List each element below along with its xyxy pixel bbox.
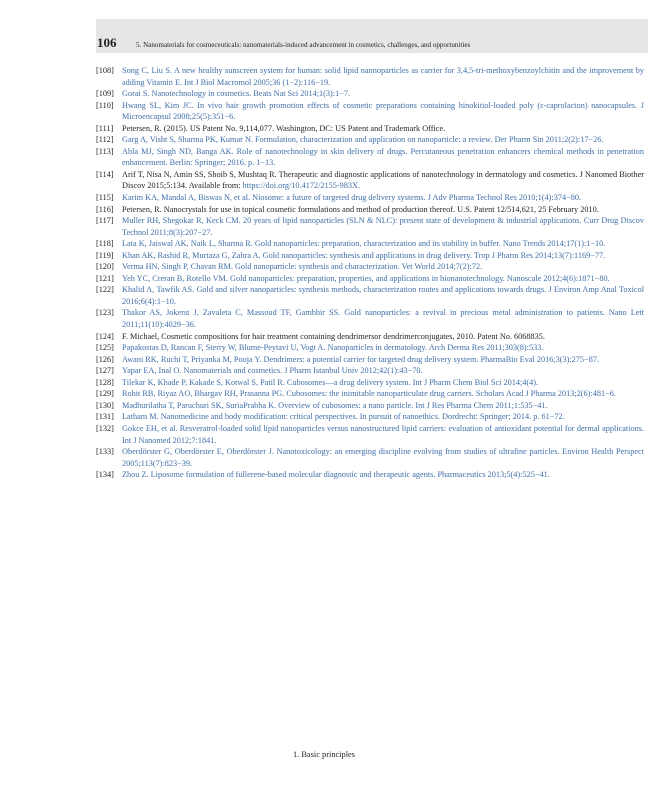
reference-number: [130] bbox=[96, 400, 114, 410]
reference-text[interactable] bbox=[122, 250, 644, 262]
reference-text[interactable] bbox=[122, 273, 644, 285]
reference-citation: Petersen, R. Nanocrystals for use in topical cosmetic formulations and method of production thereof. U.S. Patent 12/514,621, 25 February 2010. bbox=[122, 204, 599, 214]
reference-item bbox=[96, 204, 644, 216]
reference-text[interactable] bbox=[122, 354, 644, 366]
reference-citation: Rohit RB, Riyaz AO, Bhargav RH, Prasanna PG. Cubosomes: the inimitable nanoparticulate drug carriers. Scholars Acad J Pharma 2013;2(6):481−6. bbox=[122, 389, 616, 399]
reference-number: [133] bbox=[96, 447, 114, 457]
reference-number: [109] bbox=[96, 89, 114, 99]
reference-citation: Yapar EA, Inal O. Nanomaterials and cosmetics. J Pharm Istanbul Univ 2012;42(1):43−70. bbox=[122, 366, 423, 376]
reference-text[interactable] bbox=[122, 446, 644, 469]
reference-citation: F. Michael, Cosmetic compositions for hair treatment containing dendrimersor dendrimerconjugates, 2010. Patent No. 6068835. bbox=[122, 331, 545, 341]
reference-number: [127] bbox=[96, 366, 114, 376]
reference-text bbox=[122, 169, 644, 192]
reference-item bbox=[96, 146, 644, 169]
reference-number: [116] bbox=[96, 204, 114, 214]
reference-text bbox=[122, 204, 644, 216]
reference-number: [119] bbox=[96, 250, 114, 260]
reference-number: [128] bbox=[96, 377, 114, 387]
reference-citation: Karim KA, Mandal A, Biswas N, et al. Niosome: a future of targeted drug delivery systems. J Adv Pharma Technol Res 2010;1(4):374−80. bbox=[122, 193, 582, 203]
reference-number: [131] bbox=[96, 412, 114, 422]
reference-item bbox=[96, 284, 644, 307]
reference-item bbox=[96, 423, 644, 446]
reference-number: [112] bbox=[96, 135, 114, 145]
reference-item bbox=[96, 134, 644, 146]
reference-citation: Thakor AS, Jokerst J, Zavaleta C, Massoud TF, Gambhir SS. Gold nanoparticles: a revival in precious metal administration to patients. Nano Lett 2011;11(10):4029−36. bbox=[122, 308, 644, 330]
reference-item bbox=[96, 331, 644, 343]
reference-text[interactable] bbox=[122, 388, 644, 400]
reference-citation: Hwang SL, Kim JC. In vivo hair growth promotion effects of cosmetic preparations containing hinokitiol-loaded poly (ε-caprolacton) nanocapsules. J Microencapsul 2008;25(5):351−6. bbox=[122, 100, 644, 122]
reference-number: [132] bbox=[96, 423, 114, 433]
reference-text bbox=[122, 123, 644, 135]
reference-text[interactable] bbox=[122, 88, 644, 100]
reference-citation: Madhurilatha T, Paruchuri SK, SuriaPrabha K. Overview of cubosomes: a nano particle. Int J Res Pharma Chem 2011;1:535−41. bbox=[122, 400, 548, 410]
reference-item bbox=[96, 307, 644, 330]
reference-citation: Gokce EH, et al. Resveratrol-loaded solid lipid nanoparticles versus nanostructured lipid carriers: evaluation of antioxidant potential for dermal applications. Int J Nanomed 2012;7:1841. bbox=[122, 423, 644, 445]
reference-number: [111] bbox=[96, 123, 114, 133]
reference-number: [115] bbox=[96, 193, 114, 203]
reference-citation: Oberdörster G, Oberdörster E, Oberdörster J. Nanotoxicology: an emerging discipline evolving from studies of ultrafine particles. Environ Health Perspect 2005;113(7):823−39. bbox=[122, 447, 644, 468]
page-number: 106 bbox=[97, 35, 117, 50]
reference-number: [110] bbox=[96, 100, 114, 110]
reference-number: [121] bbox=[96, 273, 114, 283]
reference-citation: Latham M. Nanomedicine and body modification: critical perspectives. In pursuit of nanoethics. Dordrecht: Springer; 2014. p. 61−72. bbox=[122, 412, 565, 422]
reference-number: [108] bbox=[96, 66, 114, 75]
reference-citation: Verma HN, Singh P, Chavan RM. Gold nanoparticle: synthesis and characterization. Vet World 2014;7(2):72. bbox=[122, 262, 483, 272]
reference-item bbox=[96, 469, 644, 481]
reference-item bbox=[96, 400, 644, 412]
reference-text[interactable] bbox=[122, 307, 644, 330]
reference-citation: Lata K, Jaiswal AK, Naik L, Sharma R. Gold nanoparticles: preparation, characterization and its stability in buffer. Nano Trends 2014;17(1):1−10. bbox=[122, 239, 606, 249]
reference-item bbox=[96, 388, 644, 400]
reference-number: [134] bbox=[96, 470, 114, 480]
footer-section-label: 1. Basic principles bbox=[292, 750, 356, 759]
reference-item bbox=[96, 238, 644, 250]
reference-text[interactable] bbox=[122, 423, 644, 446]
reference-item bbox=[96, 354, 644, 366]
reference-number: [123] bbox=[96, 308, 114, 318]
reference-text[interactable] bbox=[122, 134, 644, 146]
reference-text[interactable] bbox=[122, 284, 644, 307]
reference-citation: Tilekar K, Khade P, Kakade S, Kotwal S, Patil R. Cubosomes—a drug delivery system. Int J Pharm Chem Biol Sci 2014;4(4). bbox=[122, 377, 539, 387]
reference-item bbox=[96, 377, 644, 389]
reference-item bbox=[96, 88, 644, 100]
reference-number: [114] bbox=[96, 169, 114, 179]
reference-item bbox=[96, 342, 644, 354]
reference-text[interactable] bbox=[122, 342, 644, 354]
reference-citation: Yeh YC, Creran B, Rotello VM. Gold nanoparticles: preparation, properties, and applications in bionanotechnology. Nanoscale 2012;4(6):1871−80. bbox=[122, 273, 610, 283]
reference-item bbox=[96, 123, 644, 135]
reference-item bbox=[96, 411, 644, 423]
reference-text[interactable] bbox=[122, 238, 644, 250]
reference-text[interactable] bbox=[122, 100, 644, 123]
reference-number: [120] bbox=[96, 262, 114, 272]
reference-text[interactable] bbox=[122, 411, 644, 423]
reference-text[interactable] bbox=[122, 192, 644, 204]
reference-text[interactable] bbox=[122, 365, 644, 377]
reference-number: [126] bbox=[96, 354, 114, 364]
reference-citation: Khalid A, Tawfik AS. Gold and silver nanoparticles: synthesis methods, characterization routes and applications towards drugs. J Environ Amp Anal Toxicol 2016;6(4):1−10. bbox=[122, 285, 644, 306]
reference-citation: Papakostas D, Rancan F, Sterry W, Blume-Peytavi U, Vogt A. Nanoparticles in dermatology. Arch Derma Res 2011;303(8):533. bbox=[122, 343, 544, 353]
reference-text[interactable] bbox=[122, 65, 644, 88]
reference-number: [124] bbox=[96, 331, 114, 341]
reference-citation: Song C, Liu S. A new healthy sunscreen system for human: solid lipid nannoparticles as carrier for 3,4,5-tri-methoxybenzoylchitin and the improvement by adding Vitamin E. Int J Biol Macromol 2005;36 (1−2):116−19. bbox=[122, 66, 644, 87]
reference-text[interactable] bbox=[122, 400, 644, 412]
reference-item bbox=[96, 446, 644, 469]
reference-citation: Zhou Z. Liposome formulation of fullerene-based molecular diagnostic and therapeutic agents. Pharmaceutics 2013;5(4):525−41. bbox=[122, 470, 550, 480]
reference-list bbox=[96, 65, 644, 481]
reference-number: [122] bbox=[96, 285, 114, 295]
reference-citation: Abla MJ, Singh ND, Banga AK. Role of nanotechnology in skin delivery of drugs. Percutaneous penetration enhancers chemical methods in penetration enhancement. Berlin: Springer; 2016. p. 1−13. bbox=[122, 146, 644, 168]
reference-citation: Petersen, R. (2015). US Patent No. 9,114,077. Washington, DC: US Patent and Trademark Office. bbox=[122, 123, 446, 133]
reference-item bbox=[96, 100, 644, 123]
reference-citation: Awani RK, Ruchi T, Priyanka M, Pooja Y. Dendrimers: a potential carrier for targeted drug delivery system. PharmaBio Eval 2016;3(3):275−87. bbox=[122, 354, 600, 364]
reference-item bbox=[96, 261, 644, 273]
reference-citation: Garg A, Visht S, Sharma PK, Kumar N. Formulation, characterization and application on nanoparticle: a review. Der Pharm Sin 2011;2(2):17−26. bbox=[122, 135, 604, 145]
reference-citation: Khan AK, Rashid R, Murtaza G, Zahra A. Gold nanoparticles: synthesis and applications in drug delivery. Trop J Pharm Res 2014;13(7):1169−77. bbox=[122, 250, 606, 260]
reference-item bbox=[96, 169, 644, 192]
reference-item bbox=[96, 273, 644, 285]
reference-text[interactable] bbox=[122, 215, 644, 238]
reference-item bbox=[96, 365, 644, 377]
reference-item bbox=[96, 250, 644, 262]
reference-item bbox=[96, 215, 644, 238]
reference-citation: Muller RH, Shegokar R, Keck CM. 20 years of lipid nanoparticles (SLN & NLC): present state of development & industrial applications. Curr Drug Discov Technol 2011;8(3):207−27. bbox=[122, 216, 644, 237]
reference-number: [118] bbox=[96, 239, 114, 249]
reference-number: [113] bbox=[96, 146, 114, 156]
reference-number: [125] bbox=[96, 343, 114, 353]
reference-citation: Gorai S. Nanotechnology in cosmetics. Beats Nat Sci 2014;1(3):1−7. bbox=[122, 89, 351, 99]
running-head: 5. Nanomaterials for cosmeceuticals: nanomaterials-induced advancement in cosmetics, challenges, and opportunities bbox=[136, 41, 471, 49]
reference-number: [117] bbox=[96, 216, 114, 226]
reference-text[interactable] bbox=[122, 261, 644, 273]
reference-citation: Arif T, Nisa N, Amin SS, Shoib S, Mushtaq R. Therapeutic and diagnostic applications of nanotechnology in dermatology and cosmetics. J Nanomed Biother Discov 2015;5:134. Available from: bbox=[122, 169, 644, 191]
reference-text[interactable] bbox=[122, 146, 644, 169]
reference-text[interactable] bbox=[122, 377, 644, 389]
reference-number: [129] bbox=[96, 389, 114, 399]
reference-item bbox=[96, 65, 644, 88]
reference-text bbox=[122, 331, 644, 343]
reference-doi-link[interactable]: https://doi.org/10.4172/2155-983X. bbox=[242, 181, 361, 191]
reference-text[interactable] bbox=[122, 469, 644, 481]
reference-item bbox=[96, 192, 644, 204]
